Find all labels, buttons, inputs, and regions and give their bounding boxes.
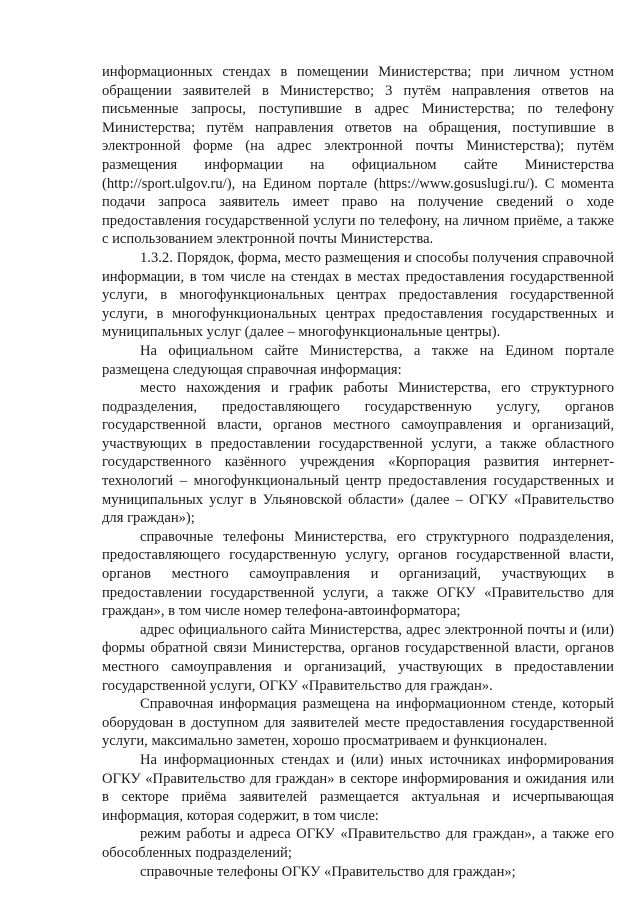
paragraph-ogku-schedule: режим работы и адреса ОГКУ «Правительство для граждан», а также его обособленных подразделений;	[102, 826, 614, 861]
paragraph-ogku-phones: справочные телефоны ОГКУ «Правительство для граждан»;	[140, 863, 516, 880]
paragraph-website-email: адрес официального сайта Министерства, адрес электронной почты и (или) формы обратной связи Министерства, органов государственной власти, органов местного самоуправления и организаций, участвующих в предоставлении государственной услуги, ОГКУ «Правительство для граждан».	[102, 621, 614, 694]
paragraph-reference-phones: справочные телефоны Министерства, его структурного подразделения, предоставляющего государственную услугу, органов государственной власти, органов местного самоуправления и организаций, участвующих в предоставлении государственной услуги, а также ОГКУ «Правительство для граждан», в том числе номер телефона-автоинформатора;	[102, 528, 614, 620]
paragraph-official-site-intro: На официальном сайте Министерства, а также на Едином портале размещена следующая справочная информация:	[102, 342, 614, 378]
paragraph-location-schedule: место нахождения и график работы Министерства, его структурного подразделения, предоставляющего государственную услугу, органов государственной власти, органов местного самоуправления и организаций, участвующих в предоставлении государственной услуги, а также областного государственного казённого учреждения «Корпорация развития интернет-технологий – многофункциональный центр предоставления государственных и муниципальных услуг в Ульяновской области» (далее – ОГКУ «Правительство для граждан»);	[102, 380, 614, 527]
paragraph-information-channels: информационных стендах в помещении Министерства; при личном устном обращении заявителей в Министерство; 3 путём направления ответов на письменные запросы, поступившие в адрес Министерства; по телефону Министерства; путём направления ответов на обращения, поступившие в электронной форме (на адрес электронной почты Министерства); путём размещения информации на официальном сайте Министерства (http://sport.ulgov.ru/), на Едином портале (https://www.gosuslugi.ru/). С момента подачи запроса заявитель имеет право на получение сведений о ходе предоставления государственной услуги по телефону, на личном приёме, а также с использованием электронной почты Министерства.	[102, 64, 614, 248]
paragraph-info-stand: Справочная информация размещена на информационном стенде, который оборудован в доступном для заявителей месте предоставления государственной услуги, максимально заметен, хорошо просматриваем и функционален.	[102, 696, 614, 750]
paragraph-ogku-stands: На информационных стендах и (или) иных источниках информирования ОГКУ «Правительство для граждан» в секторе информирования и ожидания или в секторе приёма заявителей размещается актуальная и исчерпывающая информация, которая содержит, в том числе:	[102, 751, 614, 824]
paragraph-section-1-3-2: 1.3.2. Порядок, форма, место размещения и способы получения справочной информации, в том числе на стендах в местах предоставления государственной услуги, в многофункциональных центрах предоставления государственной услуги, в многофункциональных центрах предоставления государственных и муниципальных услуг (далее – многофункциональные центры).	[102, 249, 614, 341]
document-page	[102, 63, 614, 881]
